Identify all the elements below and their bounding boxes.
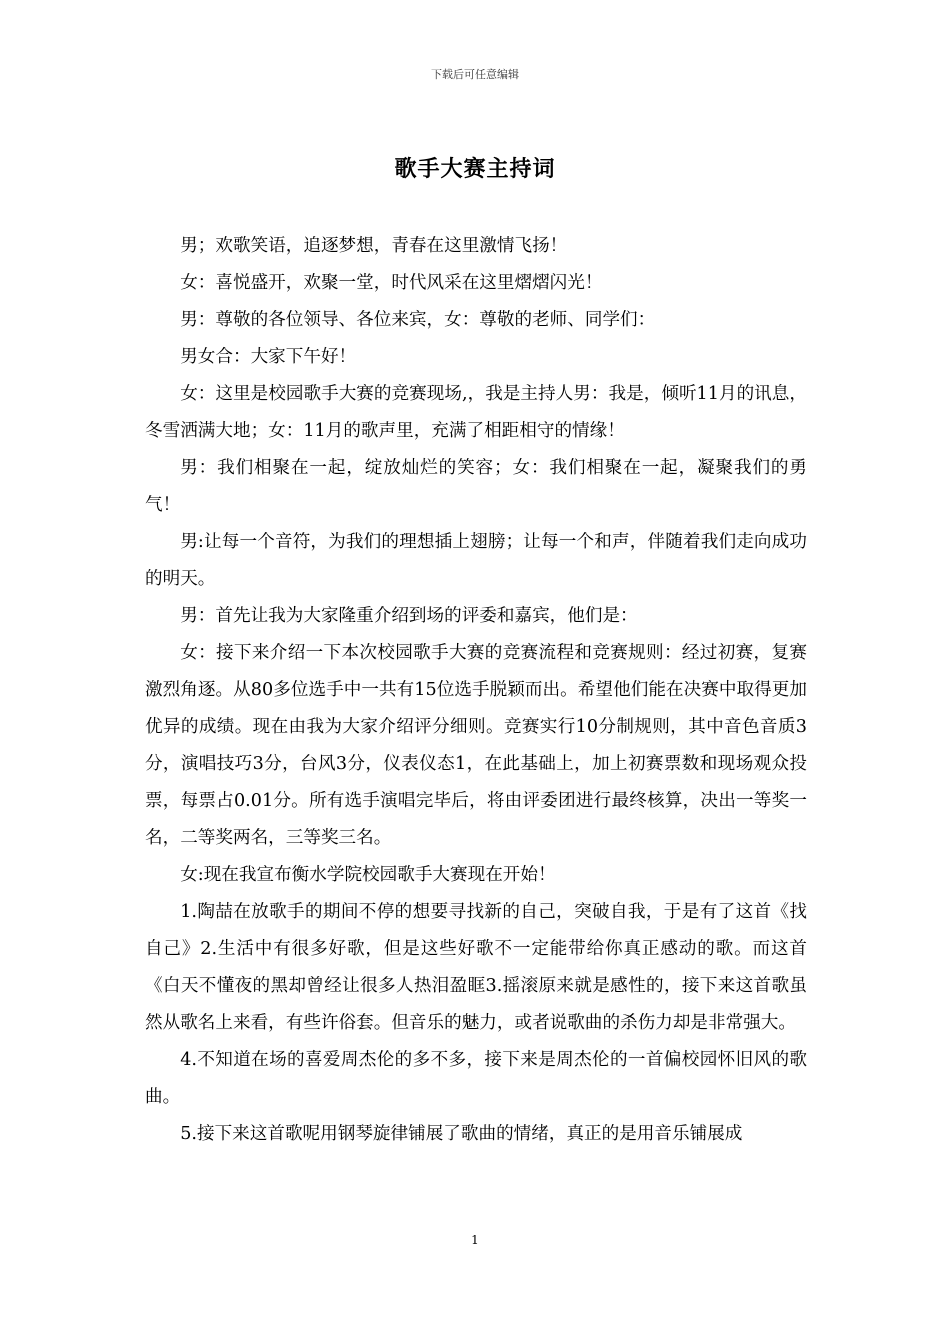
paragraph: 男：尊敬的各位领导、各位来宾，女：尊敬的老师、同学们： [180,310,656,330]
paragraph: 男:让每一个音符，为我们的理想插上翅膀；让每一个和声，伴随着我们走向成功的明天。 [145,532,807,589]
page-header-note: 下载后可任意编辑 [431,68,519,81]
page-number: 1 [471,1233,479,1247]
paragraph: 男：我们相聚在一起，绽放灿烂的笑容；女：我们相聚在一起，凝聚我们的勇气！ [145,458,807,515]
paragraph: 1.陶喆在放歌手的期间不停的想要寻找新的自己，突破自我，于是有了这首《找自己》2.生活中有很多好歌，但是这些好歌不一定能带给你真正感动的歌。而这首《白天不懂夜的黑却曾经让很多人热泪盈眶3.摇滚原来就是感性的，接下来这首歌虽然从歌名上来看，有些许俗套。但音乐的魅力，或者说歌曲的杀伤力却是非常强大。 [145,902,807,1033]
paragraph: 女：接下来介绍一下本次校园歌手大赛的竞赛流程和竞赛规则：经过初赛，复赛激烈角逐。从80多位选手中一共有15位选手脱颖而出。希望他们能在决赛中取得更加优异的成绩。现在由我为大家介绍评分细则。竞赛实行10分制规则，其中音色音质3分，演唱技巧3分，台风3分，仪表仪态1，在此基础上，加上初赛票数和现场观众投票，每票占0.01分。所有选手演唱完毕后，将由评委团进行最终核算，决出一等奖一名，二等奖两名，三等奖三名。 [145,643,807,848]
document-title: 歌手大赛主持词 [394,156,556,182]
paragraph: 女:现在我宣布衡水学院校园歌手大赛现在开始！ [180,865,556,885]
paragraph: 男；欢歌笑语，追逐梦想，青春在这里激情飞扬！ [180,236,568,256]
paragraph: 女：这里是校园歌手大赛的竞赛现场,，我是主持人男：我是，倾听11月的讯息，冬雪洒满大地；女：11月的歌声里，充满了相距相守的情缘！ [145,384,807,441]
paragraph: 男：首先让我为大家隆重介绍到场的评委和嘉宾，他们是： [180,606,638,626]
paragraph: 4.不知道在场的喜爱周杰伦的多不多，接下来是周杰伦的一首偏校园怀旧风的歌曲。 [145,1050,807,1107]
document-body [145,228,807,1153]
paragraph: 5.接下来这首歌呢用钢琴旋律铺展了歌曲的情绪，真正的是用音乐铺展成 [180,1124,743,1144]
paragraph: 女：喜悦盛开，欢聚一堂，时代风采在这里熠熠闪光！ [180,273,603,293]
paragraph: 男女合：大家下午好！ [180,347,357,367]
